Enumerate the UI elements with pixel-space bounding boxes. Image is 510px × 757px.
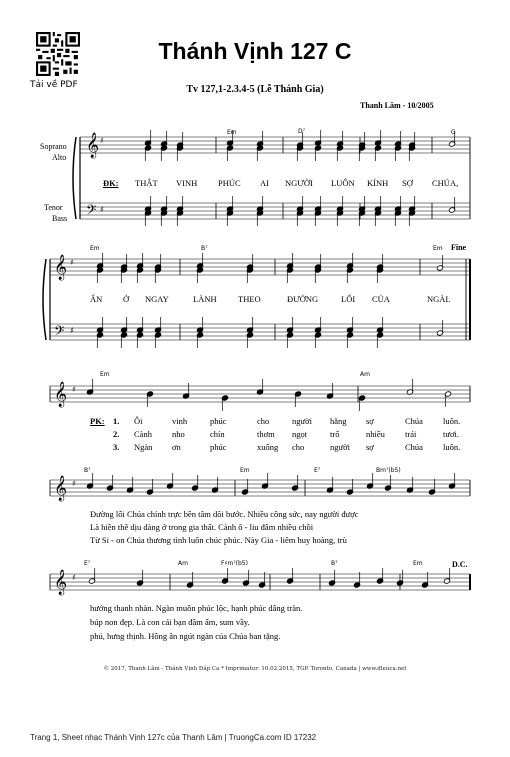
verse-line: phú, hưng thịnh. Hồng ân ngút ngàn của Chúa ban tặng. (90, 631, 281, 641)
lyric: phúc (210, 442, 227, 452)
chord-symbol: Em (227, 129, 237, 136)
lyric: thơm (257, 429, 275, 439)
lyric: vinh (172, 416, 188, 426)
lyric: nhiều (366, 429, 385, 439)
chord-symbol: Em (240, 467, 250, 474)
chord-symbol: D⁷ (298, 128, 306, 135)
chord-symbol: Em (100, 371, 110, 378)
lyric: NGƯỜI (285, 178, 313, 188)
sharp-icon: ♯ (70, 326, 74, 335)
treble-clef-icon: 𝄞 (54, 570, 68, 595)
chord-symbol: Em (90, 245, 100, 252)
refrain-label: ĐK: (103, 178, 119, 188)
lyric: ơn (172, 442, 181, 452)
lyric: AI (260, 178, 269, 188)
treble-clef-icon: 𝄞 (86, 133, 100, 158)
lyric: THEO (238, 294, 261, 304)
verse-line: Là hiền thê dịu dàng ở trong gia thất. Cành ô - liu đâm nhiều chồi (90, 522, 314, 532)
lyric: Cành (134, 429, 152, 439)
dc-mark: D.C. (452, 560, 468, 569)
system-brace (73, 137, 76, 219)
treble-clef-icon: 𝄞 (54, 382, 68, 407)
voice-label-alto: Alto (52, 153, 67, 162)
verse-line: Từ Si - on Chúa thương tình luôn chúc phúc. Này Gia - liêm huy hoàng, trù (90, 535, 347, 545)
chord-symbol: B⁷ (331, 560, 338, 567)
verse-number: 2. (113, 429, 120, 439)
lyric: phúc (210, 416, 227, 426)
copyright-notice: © 2017, Thanh Lâm - Thánh Vịnh Đáp Ca * Imprimatur: 10.02.2015, TGP. Toronto, Canada | www.dleuca.net (103, 666, 407, 672)
chord-symbol: Bm⁷(b5) (376, 467, 401, 474)
lyric: CỦA (372, 294, 390, 304)
lyric: người (330, 442, 350, 452)
lyric: CHÚA, (432, 178, 459, 188)
lyric: cho (292, 442, 305, 452)
lyric: PHÚC (218, 178, 241, 188)
chord-symbol: B⁷ (84, 467, 91, 474)
lyric: KÍNH (367, 178, 389, 188)
lyric: Ôi (134, 416, 143, 426)
sharp-icon: ♯ (100, 205, 104, 214)
chord-symbol: Am (178, 560, 188, 567)
lyric: sợ (366, 442, 374, 452)
verse-label: PK: (90, 416, 105, 426)
treble-clef-icon: 𝄞 (54, 255, 68, 280)
lyric: luôn. (443, 416, 461, 426)
lyric: cho (257, 416, 270, 426)
composer: Thanh Lâm - 10/2005 (360, 101, 434, 110)
sharp-icon: ♯ (100, 136, 104, 145)
lyric: trái (405, 429, 417, 439)
lyric: ẤN (90, 294, 103, 304)
chord-symbol: E⁷ (314, 467, 321, 474)
sharp-icon: ♯ (72, 385, 76, 394)
sharp-icon: ♯ (72, 573, 76, 582)
voice-label-tenor: Tenor (44, 203, 63, 212)
treble-clef-icon: 𝄞 (54, 476, 68, 501)
lyric: nho (172, 429, 185, 439)
verse-number: 3. (113, 442, 120, 452)
lyric: LỐI (341, 294, 356, 304)
lyric: THẬT (135, 178, 158, 188)
page-footer: Trang 1, Sheet nhạc Thánh Vịnh 127c của Thanh Lâm | TruongCa.com ID 17232 (30, 733, 317, 742)
bass-clef-icon: 𝄢 (86, 202, 97, 221)
system-brace (43, 259, 46, 340)
voice-label-bass: Bass (52, 214, 68, 223)
lyric: sợ (366, 416, 374, 426)
lyric: LUÔN (331, 178, 355, 188)
lyric: ĐƯỜNG (287, 294, 319, 304)
page-title: Thánh Vịnh 127 C (158, 38, 352, 64)
lyric: luôn. (443, 442, 461, 452)
chord-symbol: E⁷ (84, 560, 91, 567)
lyric: trổ (330, 429, 340, 439)
lyric: tươi. (443, 429, 459, 439)
chord-symbol: Em (413, 560, 423, 567)
lyric: Chúa (405, 416, 423, 426)
lyric: SỢ (402, 178, 413, 188)
lyric: ngọt (292, 429, 308, 439)
voice-label-soprano: Soprano (40, 142, 67, 151)
verse-line: hưởng thanh nhàn. Ngàn muôn phúc lộc, hạnh phúc dâng tràn. (90, 603, 303, 613)
chord-symbol: G (451, 129, 456, 136)
lyric: người (292, 416, 312, 426)
bass-clef-icon: 𝄢 (54, 323, 65, 342)
lyric: Ngàn (134, 442, 153, 452)
fine-mark: Fine (451, 243, 467, 252)
lyric: NGAY (145, 294, 169, 304)
chord-symbol: Em (433, 245, 443, 252)
subtitle: Tv 127,1-2.3.4-5 (Lễ Thánh Gia) (186, 84, 324, 95)
verse-line: Đường lối Chúa chính trực bền tâm dõi bước. Nhiều công sức, nay người được (90, 509, 359, 519)
lyric: Ở (123, 294, 130, 304)
verse-line: búp non đẹp. Là con cái bạn đầm ấm, sum vầy. (90, 617, 250, 627)
lyric: xuống (257, 442, 279, 452)
sharp-icon: ♯ (72, 479, 76, 488)
chord-symbol: B⁷ (201, 245, 208, 252)
qr-caption[interactable]: Tải về PDF (30, 80, 78, 90)
lyric: chín (210, 429, 225, 439)
lyric: NGÀI. (427, 294, 451, 304)
lyric: VINH (176, 178, 198, 188)
chord-symbol: Am (360, 371, 370, 378)
lyric: LÀNH (193, 294, 217, 304)
chord-symbol: F♯m⁷(b5) (221, 560, 248, 567)
lyric: hằng (330, 416, 347, 426)
sharp-icon: ♯ (70, 258, 74, 267)
lyric: Chúa (405, 442, 423, 452)
verse-number: 1. (113, 416, 120, 426)
